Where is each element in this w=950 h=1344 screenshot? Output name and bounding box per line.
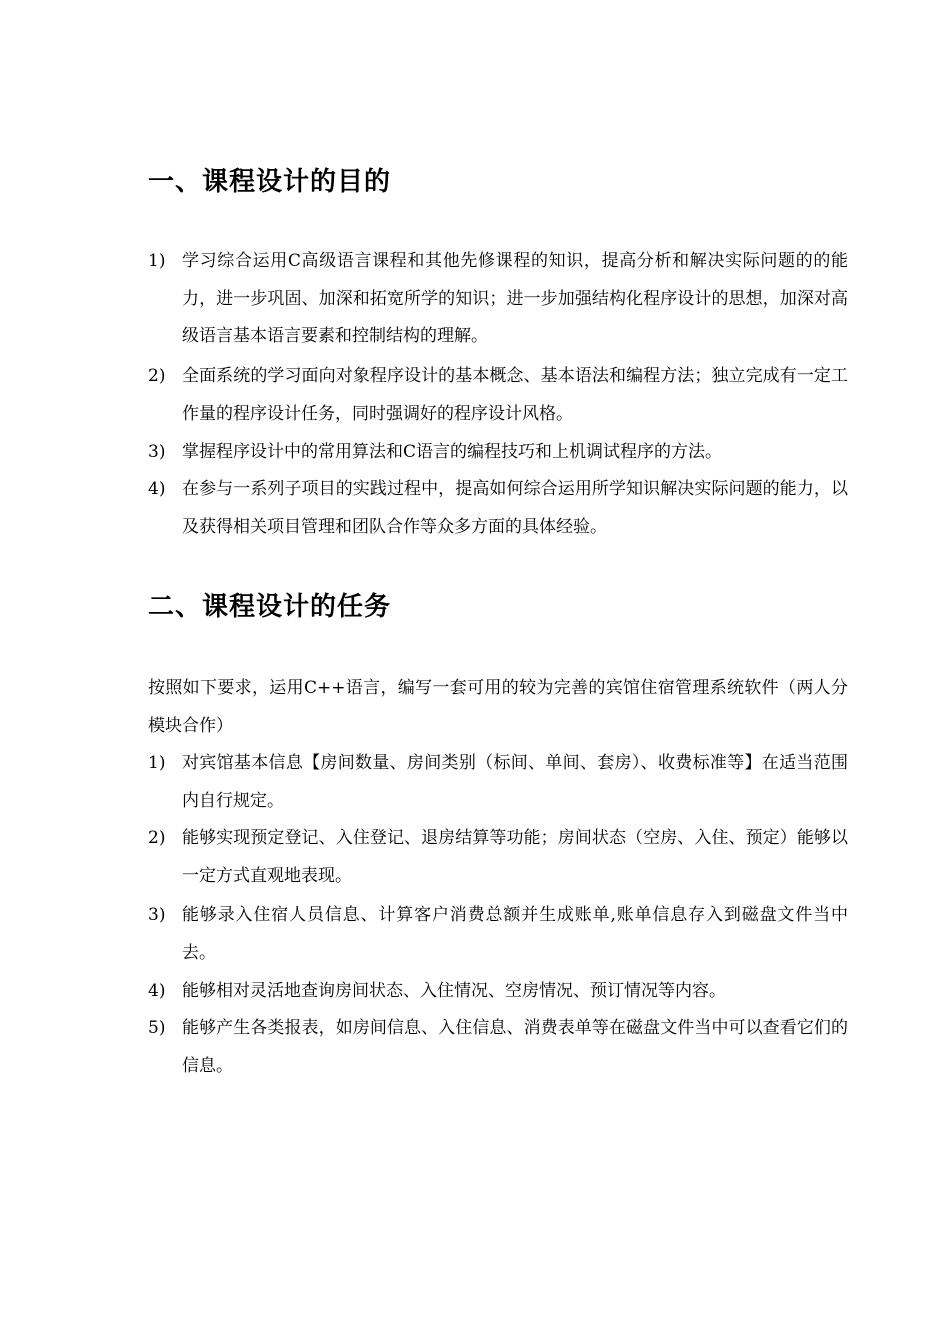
list-item-number: 3) — [148, 905, 166, 925]
list-item-number: 5) — [148, 1018, 166, 1038]
list-item-text: 在参与一系列子项目的实践过程中，提高如何综合运用所学知识解决实际问题的能力，以及获得相关项目管理和团队合作等众多方面的具体经验。 — [182, 479, 848, 537]
list-item-text: 能够录入住宿人员信息、计算客户消费总额并生成账单,账单信息存入到磁盘文件当中去。 — [182, 905, 848, 963]
list-item-text: 能够相对灵活地查询房间状态、入住情况、空房情况、预订情况等内容。 — [182, 981, 726, 1001]
section-1-heading: 一、课程设计的目的 — [148, 167, 392, 197]
list-item-text: 能够产生各类报表，如房间信息、入住信息、消费表单等在磁盘文件当中可以查看它们的信息。 — [182, 1018, 848, 1076]
list-item — [148, 897, 848, 972]
list-item-number: 4) — [148, 479, 166, 499]
list-item — [148, 745, 848, 820]
list-item-text: 学习综合运用C高级语言课程和其他先修课程的知识，提高分析和解决实际问题的的能力，进一步巩固、加深和拓宽所学的知识；进一步加强结构化程序设计的思想，加深对高级语言基本语言要素和控制结构的理解。 — [182, 251, 848, 346]
list-item — [148, 434, 848, 472]
list-item-number: 4) — [148, 981, 166, 1001]
list-item — [148, 820, 848, 895]
list-item-number: 2) — [148, 828, 166, 848]
list-item-text: 能够实现预定登记、入住登记、退房结算等功能；房间状态（空房、入住、预定）能够以一定方式直观地表现。 — [182, 828, 848, 886]
list-item — [148, 358, 848, 433]
list-item-text: 掌握程序设计中的常用算法和C语言的编程技巧和上机调试程序的方法。 — [182, 442, 723, 462]
list-item — [148, 471, 848, 546]
section-2-heading: 二、课程设计的任务 — [148, 592, 392, 622]
list-item-number: 2) — [148, 366, 166, 386]
section-2-intro: 按照如下要求，运用C++语言，编写一套可用的较为完善的宾馆住宿管理系统软件（两人分模块合作） — [148, 678, 848, 736]
list-item — [148, 1010, 848, 1085]
list-item-number: 1) — [148, 753, 166, 773]
list-item — [148, 243, 848, 356]
list-item-number: 3) — [148, 442, 166, 462]
list-item-number: 1) — [148, 251, 166, 271]
list-item-text: 对宾馆基本信息【房间数量、房间类别（标间、单间、套房）、收费标准等】在适当范围内自行规定。 — [182, 753, 848, 811]
list-item-text: 全面系统的学习面向对象程序设计的基本概念、基本语法和编程方法；独立完成有一定工作量的程序设计任务，同时强调好的程序设计风格。 — [182, 366, 848, 424]
list-item — [148, 973, 848, 1011]
